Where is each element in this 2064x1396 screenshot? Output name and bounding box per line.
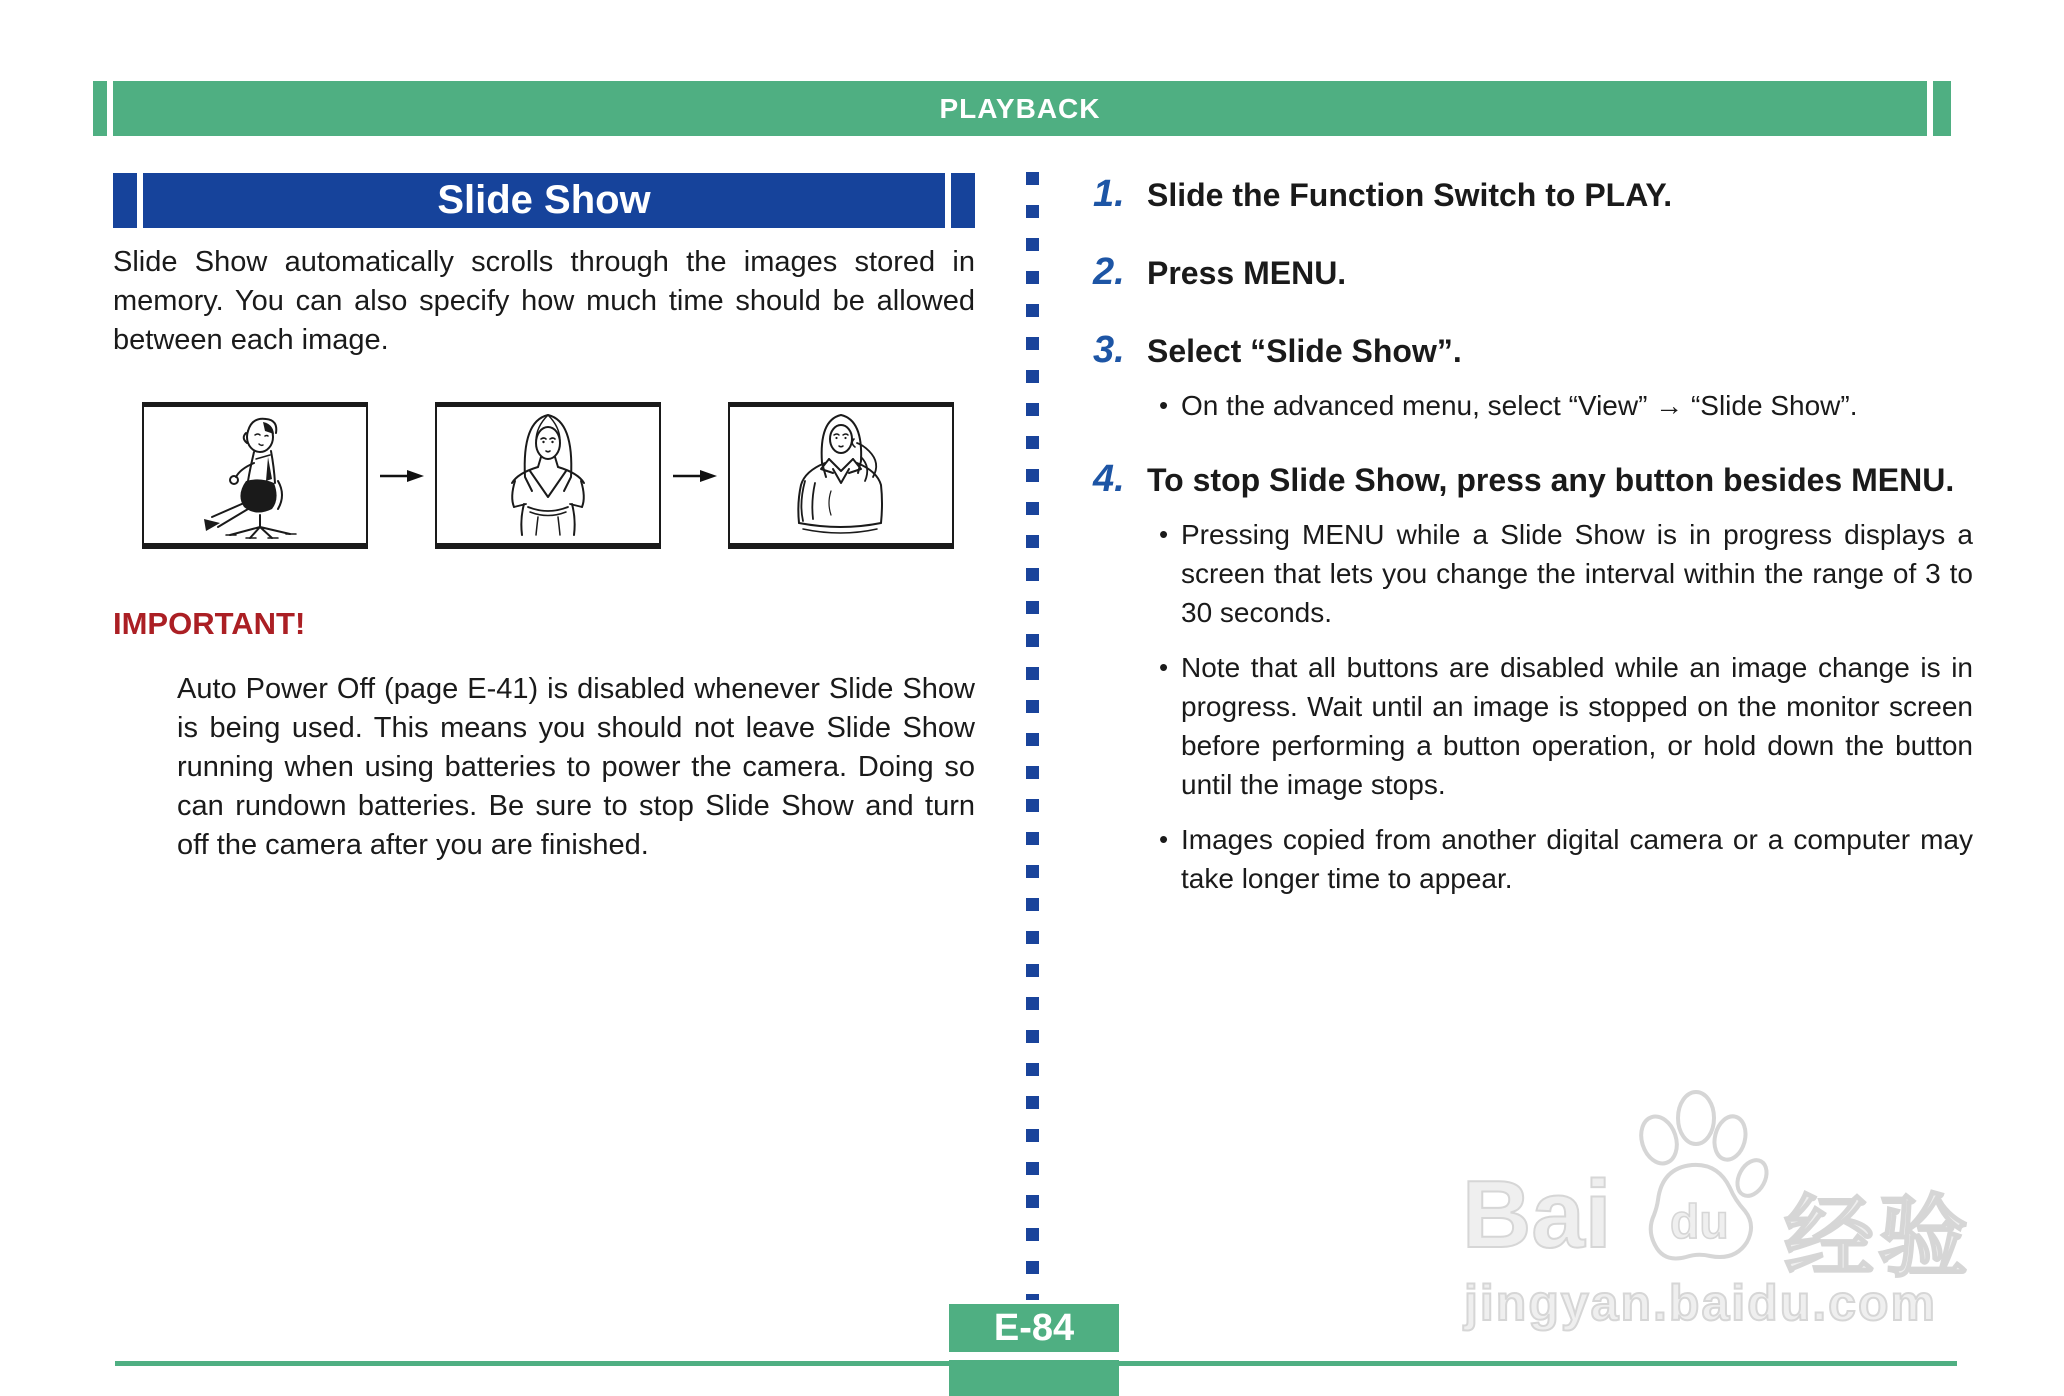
playback-banner xyxy=(93,81,1951,136)
step-1-text: Slide the Function Switch to PLAY. xyxy=(1147,177,1673,213)
bullet-glyph: • xyxy=(1159,652,1169,682)
step-2 xyxy=(1093,250,1973,296)
step-3 xyxy=(1093,328,1973,425)
banner-left-accent xyxy=(93,81,107,136)
bullet-glyph: • xyxy=(1159,824,1169,854)
title-right-accent xyxy=(951,173,975,228)
slideshow-frame-1 xyxy=(142,402,368,549)
banner-right-accent xyxy=(1933,81,1951,136)
section-title: Slide Show xyxy=(437,178,651,222)
step-3-text: Select “Slide Show”. xyxy=(1147,333,1462,369)
step-4-bullet-1: • Pressing MENU while a Slide Show is in progress displays a screen that lets you change the interval within the range of 3 to 30 seconds. xyxy=(1147,515,1973,632)
watermark-brand-text: Bai xyxy=(1462,1161,1612,1268)
bullet-glyph: • xyxy=(1159,390,1169,420)
important-heading: IMPORTANT! xyxy=(113,606,306,641)
slideshow-frame-3 xyxy=(728,402,954,549)
watermark-domain-text: jingyan.baidu.com xyxy=(1464,1275,1937,1331)
step-1 xyxy=(1093,172,1973,218)
woman-hand-to-ear-illustration xyxy=(741,411,941,539)
baidu-paw-icon xyxy=(1614,1082,1772,1282)
step-1-number: 1. xyxy=(1093,173,1125,215)
step-3-bullet-1: • On the advanced menu, select “View” → “Slide Show”. xyxy=(1147,386,1973,425)
seated-woman-illustration xyxy=(160,411,350,539)
column-divider xyxy=(1026,172,1039,1300)
step-4-bullet-3: • Images copied from another digital camera or a computer may take longer time to appear. xyxy=(1147,820,1973,898)
important-body: Auto Power Off (page E-41) is disabled whenever Slide Show is being used. This means you should not leave Slide Show running when using batteries to power the camera. Doing so can rundown batteries. Be sure to stop Slide Show and turn off the camera after you are finished. xyxy=(177,673,975,861)
step-2-text: Press MENU. xyxy=(1147,255,1347,291)
badge-stripe xyxy=(949,1352,1119,1360)
step-2-number: 2. xyxy=(1093,251,1125,293)
step-4-number: 4. xyxy=(1093,458,1125,500)
paw-du-text: du xyxy=(1670,1196,1729,1249)
step-4 xyxy=(1093,457,1973,898)
arrow-icon xyxy=(673,467,717,485)
slideshow-frame-2 xyxy=(435,402,661,549)
arrow-icon xyxy=(380,467,424,485)
step-3-number: 3. xyxy=(1093,329,1125,371)
step-4-bullet-2: • Note that all buttons are disabled while an image change is in progress. Wait until an image is stopped on the monitor screen before performing a button operation, or hold down the button until the image stops. xyxy=(1147,648,1973,804)
page-number-badge xyxy=(949,1304,1119,1396)
intro-paragraph: Slide Show automatically scrolls through the images stored in memory. You can also specify how much time should be allowed between each image. xyxy=(113,246,975,356)
title-left-accent xyxy=(113,173,137,228)
page-number: E-84 xyxy=(993,1306,1075,1349)
section-title-bar xyxy=(113,173,975,228)
slideshow-figure-row xyxy=(142,402,954,549)
watermark-cn-text: 经验 xyxy=(1784,1188,1972,1288)
long-hair-woman-illustration xyxy=(448,411,648,539)
step-4-text: To stop Slide Show, press any button besides MENU. xyxy=(1147,462,1955,498)
playback-banner-label: PLAYBACK xyxy=(939,92,1101,124)
steps-list xyxy=(1093,172,1973,898)
baidu-watermark xyxy=(1462,1082,2022,1342)
bullet-glyph: • xyxy=(1159,519,1169,549)
